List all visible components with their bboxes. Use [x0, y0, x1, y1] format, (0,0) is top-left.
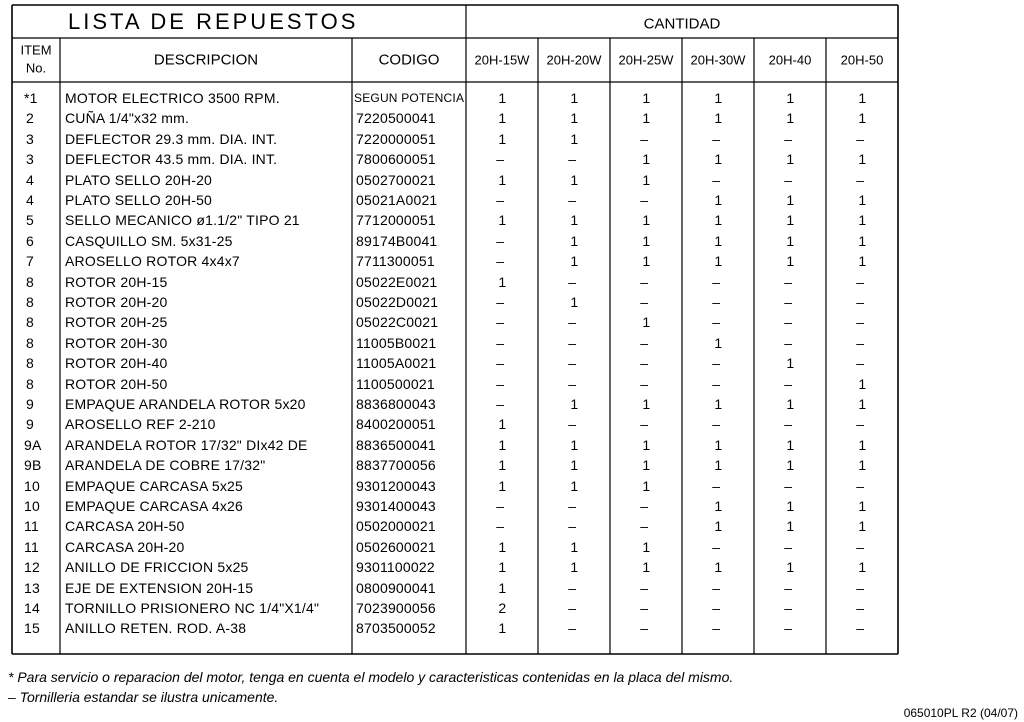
part-description: ARANDELA DE COBRE 17/32"	[65, 457, 266, 474]
part-code: 05022D0021	[356, 294, 439, 310]
quantity-cell: –	[712, 477, 721, 494]
quantity-group-header: CANTIDAD	[643, 15, 721, 33]
quantity-cell: –	[640, 355, 649, 372]
quantity-cell: –	[496, 396, 505, 412]
quantity-cell: –	[496, 334, 505, 351]
quantity-cell: 1	[498, 110, 507, 127]
item-number: 8	[26, 334, 34, 351]
part-description: PLATO SELLO 20H-20	[65, 171, 213, 188]
part-code: 9301400043	[356, 498, 436, 514]
item-number: 3	[26, 130, 34, 147]
quantity-cell: –	[856, 579, 865, 596]
part-code: 7712000051	[356, 212, 436, 229]
part-code: 7023900056	[356, 600, 436, 616]
quantity-cell: 1	[570, 232, 579, 249]
item-number: 6	[26, 232, 34, 249]
quantity-cell: –	[568, 151, 577, 168]
part-description: CASQUILLO SM. 5x31-25	[65, 232, 233, 249]
quantity-cell: –	[784, 314, 793, 331]
quantity-cell: 1	[570, 294, 579, 310]
model-header-20h-40: 20H-40	[768, 52, 812, 68]
quantity-cell: 1	[642, 559, 651, 576]
quantity-cell: 1	[858, 90, 867, 106]
quantity-cell: 1	[498, 579, 507, 596]
quantity-cell: –	[640, 273, 649, 290]
item-number: 5	[26, 212, 34, 229]
model-header-20h-25w: 20H-25W	[618, 52, 674, 68]
part-code: 7800600051	[356, 151, 436, 168]
quantity-cell: –	[640, 192, 649, 208]
quantity-cell: 1	[786, 436, 795, 453]
quantity-cell: –	[496, 294, 505, 310]
quantity-cell: 1	[858, 396, 867, 412]
part-code: 89174B0041	[356, 232, 438, 249]
quantity-cell: 1	[498, 212, 507, 229]
quantity-cell: 1	[570, 559, 579, 576]
quantity-cell: 1	[714, 334, 723, 351]
quantity-cell: –	[784, 273, 793, 290]
quantity-cell: –	[640, 375, 649, 392]
quantity-cell: –	[496, 151, 505, 168]
part-description: ROTOR 20H-25	[65, 314, 168, 331]
quantity-cell: –	[784, 171, 793, 188]
part-code: 8703500052	[356, 620, 436, 637]
quantity-cell: 1	[642, 314, 651, 331]
item-number: 9A	[24, 436, 42, 453]
quantity-cell: 1	[570, 538, 579, 555]
part-description: EMPAQUE CARCASA 4x26	[65, 498, 244, 514]
quantity-cell: 1	[498, 457, 507, 474]
quantity-cell: –	[784, 600, 793, 616]
quantity-cell: –	[784, 477, 793, 494]
quantity-cell: 1	[498, 477, 507, 494]
quantity-cell: 1	[498, 273, 507, 290]
quantity-cell: –	[712, 538, 721, 555]
quantity-cell: 1	[714, 396, 723, 412]
item-number: 10	[24, 498, 40, 514]
item-number: 8	[26, 273, 34, 290]
quantity-cell: 1	[498, 416, 507, 433]
quantity-cell: –	[784, 130, 793, 147]
quantity-cell: –	[496, 253, 505, 270]
part-description: ROTOR 20H-30	[65, 334, 168, 351]
quantity-cell: 1	[786, 518, 795, 535]
item-number: *1	[24, 90, 38, 106]
description-header: DESCRIPCION	[153, 51, 259, 69]
quantity-cell: –	[496, 232, 505, 249]
item-number: 12	[24, 559, 40, 576]
part-description: PLATO SELLO 20H-50	[65, 192, 213, 208]
quantity-cell: 1	[714, 90, 723, 106]
quantity-cell: 1	[786, 192, 795, 208]
quantity-cell: –	[496, 375, 505, 392]
quantity-cell: –	[640, 334, 649, 351]
model-header-20h-20w: 20H-20W	[546, 52, 602, 68]
quantity-cell: –	[496, 314, 505, 331]
part-description: CUÑA 1/4"x32 mm.	[65, 110, 190, 127]
quantity-cell: –	[784, 334, 793, 351]
item-number: 3	[26, 151, 34, 168]
part-code: 9301100022	[356, 559, 435, 576]
part-description: EMPAQUE CARCASA 5x25	[65, 477, 244, 494]
quantity-cell: 1	[786, 232, 795, 249]
quantity-cell: 1	[642, 232, 651, 249]
quantity-cell: –	[568, 416, 577, 433]
quantity-cell: 1	[498, 130, 507, 147]
part-code: 0502700021	[356, 171, 436, 188]
quantity-cell: 1	[786, 457, 795, 474]
item-number: 8	[26, 375, 34, 392]
quantity-cell: –	[496, 355, 505, 372]
part-code: 0800900041	[356, 579, 436, 596]
quantity-cell: –	[568, 273, 577, 290]
part-description: ANILLO RETEN. ROD. A-38	[65, 620, 247, 637]
quantity-cell: 1	[714, 436, 723, 453]
code-header: CODIGO	[378, 51, 440, 69]
part-code: 8836500041	[356, 436, 436, 453]
quantity-cell: –	[856, 294, 865, 310]
quantity-cell: –	[856, 130, 865, 147]
quantity-cell: 1	[714, 151, 723, 168]
quantity-cell: 1	[642, 477, 651, 494]
quantity-cell: 1	[570, 396, 579, 412]
quantity-cell: –	[784, 416, 793, 433]
quantity-cell: 1	[570, 253, 579, 270]
quantity-cell: 1	[714, 212, 723, 229]
item-number: 8	[26, 294, 34, 310]
quantity-cell: –	[856, 355, 865, 372]
item-number: 9	[26, 396, 34, 412]
quantity-cell: –	[712, 314, 721, 331]
quantity-cell: 1	[714, 498, 723, 514]
quantity-cell: 1	[786, 110, 795, 127]
quantity-cell: –	[568, 375, 577, 392]
quantity-cell: 1	[786, 90, 795, 106]
quantity-cell: 1	[570, 477, 579, 494]
quantity-cell: –	[712, 273, 721, 290]
part-code: 11005B0021	[356, 334, 437, 351]
quantity-cell: 1	[714, 192, 723, 208]
quantity-cell: 1	[642, 396, 651, 412]
model-header-20h-50: 20H-50	[840, 52, 884, 68]
part-code: 05022E0021	[356, 273, 438, 290]
quantity-cell: –	[784, 294, 793, 310]
quantity-cell: –	[784, 620, 793, 637]
quantity-cell: –	[856, 620, 865, 637]
footnote-hardware: – Tornilleria estandar se ilustra unicamente.	[8, 689, 279, 705]
quantity-cell: –	[640, 600, 649, 616]
item-number: 7	[26, 253, 34, 270]
quantity-cell: –	[640, 579, 649, 596]
quantity-cell: 1	[642, 110, 651, 127]
quantity-cell: –	[856, 171, 865, 188]
part-code: 7220500041	[356, 110, 436, 127]
quantity-cell: –	[568, 518, 577, 535]
quantity-cell: –	[856, 416, 865, 433]
quantity-cell: –	[568, 334, 577, 351]
quantity-cell: –	[856, 600, 865, 616]
quantity-cell: –	[496, 192, 505, 208]
quantity-cell: –	[856, 314, 865, 331]
quantity-cell: 1	[642, 457, 651, 474]
quantity-cell: –	[640, 416, 649, 433]
quantity-cell: –	[712, 620, 721, 637]
quantity-cell: 1	[786, 212, 795, 229]
quantity-cell: –	[856, 477, 865, 494]
quantity-cell: 1	[786, 151, 795, 168]
quantity-cell: 1	[786, 253, 795, 270]
quantity-cell: 1	[570, 110, 579, 127]
quantity-cell: 1	[498, 171, 507, 188]
model-header-20h-15w: 20H-15W	[474, 52, 530, 68]
quantity-cell: 1	[570, 130, 579, 147]
part-code: 8836800043	[356, 396, 436, 412]
part-description: ROTOR 20H-50	[65, 375, 168, 392]
quantity-cell: 1	[786, 355, 795, 372]
quantity-cell: 1	[642, 171, 651, 188]
part-description: DEFLECTOR 43.5 mm. DIA. INT.	[65, 151, 278, 168]
quantity-cell: 1	[498, 538, 507, 555]
quantity-cell: –	[712, 171, 721, 188]
part-code: 7220000051	[356, 130, 436, 147]
part-code: 0502600021	[356, 538, 436, 555]
part-description: EMPAQUE ARANDELA ROTOR 5x20	[65, 396, 306, 412]
quantity-cell: 1	[498, 620, 507, 637]
part-description: AROSELLO ROTOR 4x4x7	[65, 253, 240, 270]
part-code: SEGUN POTENCIA	[354, 91, 465, 105]
quantity-cell: –	[712, 600, 721, 616]
quantity-cell: 1	[714, 518, 723, 535]
quantity-cell: –	[712, 130, 721, 147]
quantity-cell: 1	[642, 151, 651, 168]
part-code: 8837700056	[356, 457, 436, 474]
quantity-cell: –	[712, 355, 721, 372]
quantity-cell: 1	[858, 375, 867, 392]
quantity-cell: 2	[498, 600, 507, 616]
quantity-cell: 1	[714, 232, 723, 249]
item-number: 14	[24, 600, 40, 616]
part-code: 05021A0021	[356, 192, 438, 208]
model-header-20h-30w: 20H-30W	[690, 52, 746, 68]
quantity-cell: –	[856, 538, 865, 555]
quantity-cell: 1	[858, 518, 867, 535]
quantity-cell: –	[784, 579, 793, 596]
item-number: 9B	[24, 457, 42, 474]
quantity-cell: –	[712, 375, 721, 392]
part-code: 7711300051	[356, 253, 435, 270]
quantity-cell: –	[568, 498, 577, 514]
quantity-cell: 1	[858, 457, 867, 474]
quantity-cell: –	[568, 192, 577, 208]
part-description: ROTOR 20H-15	[65, 273, 168, 290]
quantity-cell: 1	[858, 192, 867, 208]
part-description: ANILLO DE FRICCION 5x25	[65, 559, 249, 576]
quantity-cell: –	[712, 416, 721, 433]
quantity-cell: –	[568, 314, 577, 331]
part-code: 9301200043	[356, 477, 436, 494]
quantity-cell: 1	[786, 396, 795, 412]
part-description: SELLO MECANICO ø1.1/2" TIPO 21	[65, 212, 300, 229]
quantity-cell: –	[640, 518, 649, 535]
quantity-cell: –	[784, 538, 793, 555]
quantity-cell: 1	[858, 436, 867, 453]
quantity-cell: –	[856, 334, 865, 351]
part-description: CARCASA 20H-20	[65, 538, 185, 555]
quantity-cell: 1	[642, 436, 651, 453]
item-number: 13	[24, 579, 40, 596]
item-number: 15	[24, 620, 40, 637]
quantity-cell: 1	[858, 232, 867, 249]
part-description: EJE DE EXTENSION 20H-15	[65, 579, 254, 596]
item-number: 4	[26, 192, 34, 208]
item-number: 9	[26, 416, 34, 433]
quantity-cell: 1	[498, 559, 507, 576]
part-code: 1100500021	[356, 375, 435, 392]
footnote-motor: * Para servicio o reparacion del motor, tenga en cuenta el modelo y caracteristicas contenidas en la placa del mismo.	[8, 669, 734, 685]
part-description: DEFLECTOR 29.3 mm. DIA. INT.	[65, 130, 278, 147]
quantity-cell: 1	[714, 457, 723, 474]
quantity-cell: 1	[786, 498, 795, 514]
quantity-cell: 1	[786, 559, 795, 576]
quantity-cell: 1	[714, 559, 723, 576]
document-reference: 065010PL R2 (04/07)	[903, 706, 1018, 720]
quantity-cell: 1	[570, 171, 579, 188]
part-description: ROTOR 20H-20	[65, 294, 168, 310]
quantity-cell: 1	[642, 212, 651, 229]
item-header-line2: No.	[25, 60, 47, 76]
part-description: CARCASA 20H-50	[65, 518, 185, 535]
part-code: 0502000021	[356, 518, 436, 535]
quantity-cell: –	[856, 273, 865, 290]
quantity-cell: 1	[714, 110, 723, 127]
item-number: 4	[26, 171, 34, 188]
part-code: 05022C0021	[356, 314, 439, 331]
quantity-cell: –	[640, 498, 649, 514]
quantity-cell: –	[568, 579, 577, 596]
quantity-cell: 1	[570, 457, 579, 474]
part-description: MOTOR ELECTRICO 3500 RPM.	[65, 90, 280, 106]
quantity-cell: 1	[714, 253, 723, 270]
part-description: ROTOR 20H-40	[65, 355, 168, 372]
quantity-cell: –	[640, 294, 649, 310]
item-header-line1: ITEM	[20, 42, 52, 58]
quantity-cell: 1	[858, 151, 867, 168]
quantity-cell: 1	[858, 212, 867, 229]
quantity-cell: 1	[498, 436, 507, 453]
quantity-cell: 1	[642, 90, 651, 106]
table-title: LISTA DE REPUESTOS	[68, 9, 359, 34]
quantity-cell: 1	[498, 90, 507, 106]
quantity-cell: –	[784, 375, 793, 392]
quantity-cell: –	[568, 600, 577, 616]
quantity-cell: –	[712, 294, 721, 310]
part-code: 11005A0021	[356, 355, 437, 372]
quantity-cell: 1	[642, 538, 651, 555]
item-number: 2	[26, 110, 34, 127]
item-number: 8	[26, 355, 34, 372]
quantity-cell: 1	[570, 90, 579, 106]
quantity-cell: 1	[858, 559, 867, 576]
quantity-cell: –	[640, 620, 649, 637]
part-description: AROSELLO REF 2-210	[65, 416, 216, 433]
quantity-cell: –	[496, 518, 505, 535]
quantity-cell: –	[712, 579, 721, 596]
quantity-cell: 1	[570, 212, 579, 229]
item-number: 8	[26, 314, 34, 331]
part-code: 8400200051	[356, 416, 436, 433]
quantity-cell: –	[568, 620, 577, 637]
item-number: 11	[24, 538, 39, 555]
quantity-cell: –	[640, 130, 649, 147]
part-description: TORNILLO PRISIONERO NC 1/4"X1/4"	[65, 600, 320, 616]
part-description: ARANDELA ROTOR 17/32" DIx42 DE	[65, 436, 308, 453]
item-number: 10	[24, 477, 40, 494]
quantity-cell: 1	[858, 498, 867, 514]
quantity-cell: 1	[858, 110, 867, 127]
quantity-cell: 1	[570, 436, 579, 453]
quantity-cell: 1	[858, 253, 867, 270]
quantity-cell: 1	[642, 253, 651, 270]
quantity-cell: –	[496, 498, 505, 514]
item-number: 11	[24, 518, 39, 535]
quantity-cell: –	[568, 355, 577, 372]
